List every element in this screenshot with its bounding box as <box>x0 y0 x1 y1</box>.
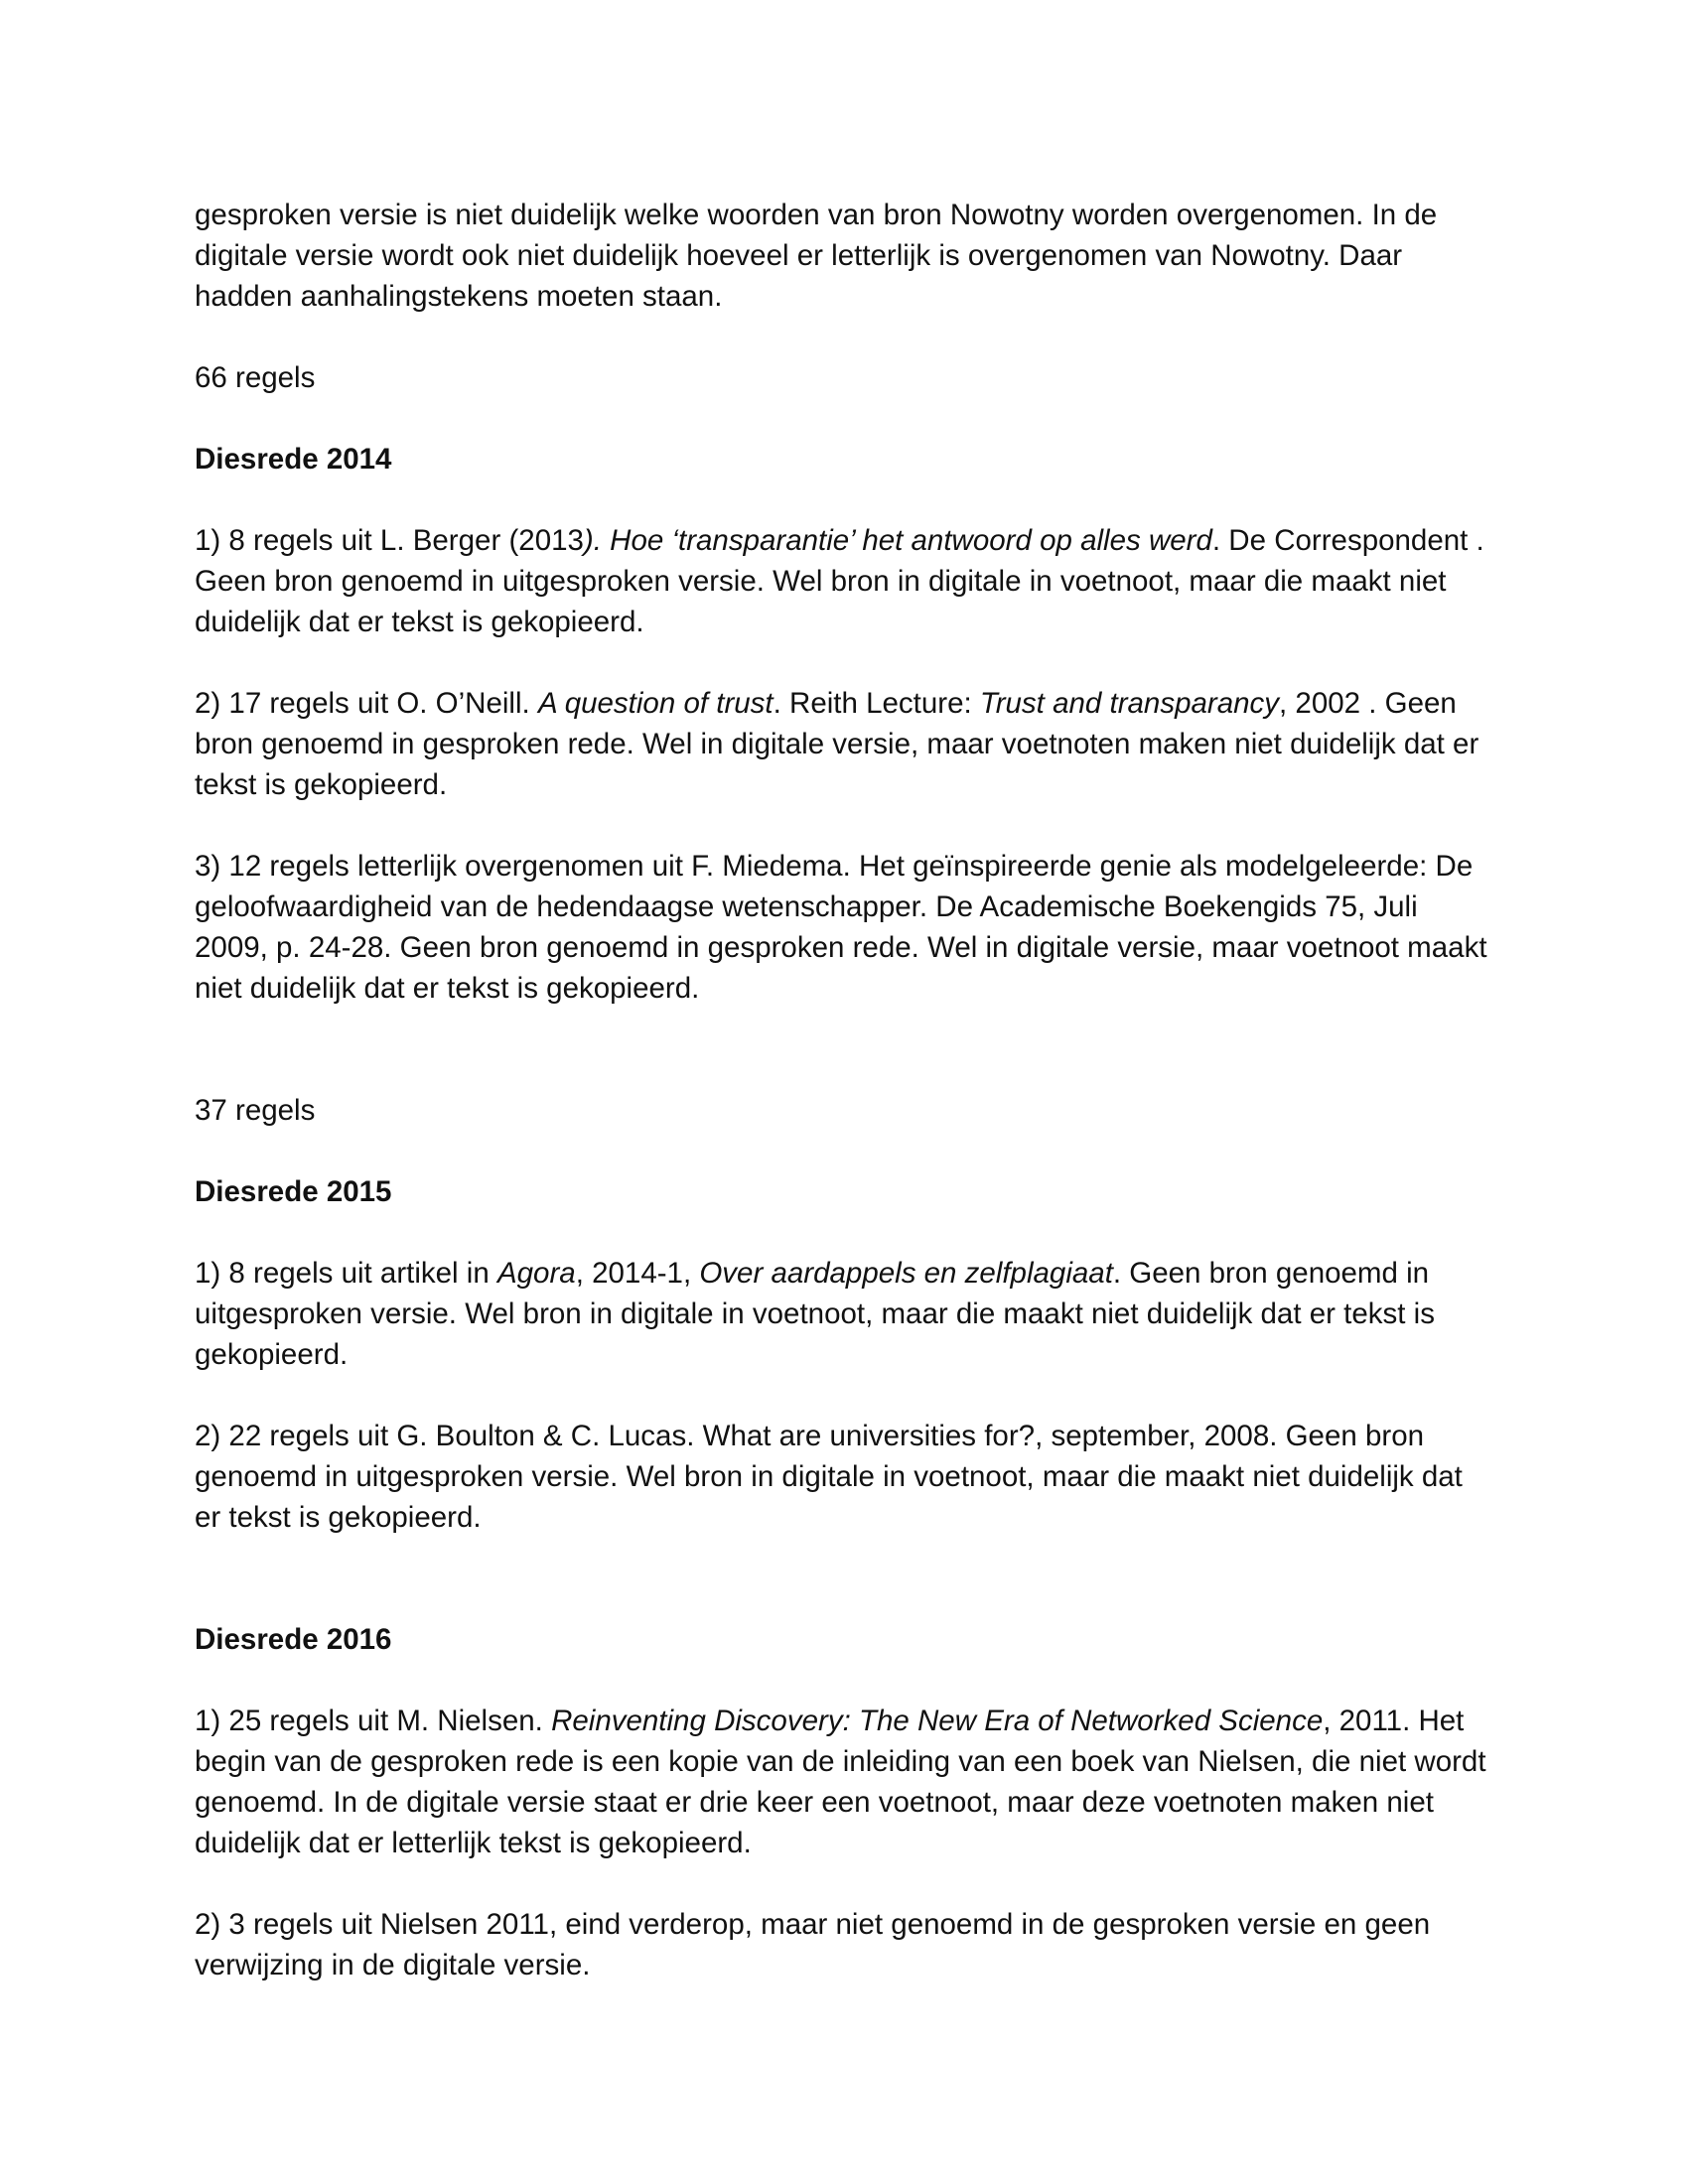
item-2016-2: 2) 3 regels uit Nielsen 2011, eind verderop, maar niet genoemd in de gesproken versie en geen verwijzing in de digitale versie. <box>195 1908 1431 1981</box>
item-2016-1 <box>195 1701 1495 1863</box>
total-lines-2014: 37 regels <box>195 1094 316 1127</box>
item-2015-1-title: Over aardappels en zelfplagiaat <box>699 1257 1113 1290</box>
document-page <box>195 195 1495 1985</box>
item-2014-2-text-a: 2) 17 regels uit O. O’Neill. <box>195 687 538 720</box>
item-2015-1-journal: Agora <box>496 1257 576 1290</box>
item-2015-2: 2) 22 regels uit G. Boulton & C. Lucas. What are universities for?, september, 2008. Geen bron genoemd in uitgesproken versie. Wel bron in digitale in voetnoot, maar die maakt niet duidelijk dat er tekst is gekopieerd. <box>195 1420 1463 1534</box>
heading-diesrede-2016: Diesrede 2016 <box>195 1623 392 1656</box>
item-2014-3: 3) 12 regels letterlijk overgenomen uit F. Miedema. Het geïnspireerde genie als modelgeleerde: De geloofwaardigheid van de hedendaagse wetenschapper. De Academische Boekengids 75, Juli 2009, p. 24-28. Geen bron genoemd in gesproken rede. Wel in digitale versie, maar voetnoot maakt niet duidelijk dat er tekst is gekopieerd. <box>195 850 1487 1005</box>
item-2014-1-title: ). Hoe ‘transparantie’ het antwoord op alles werd <box>583 524 1212 557</box>
item-2016-1-title: Reinventing Discovery: The New Era of Networked Science <box>551 1705 1324 1737</box>
item-2014-1-text-a: 1) 8 regels uit L. Berger (2013 <box>195 524 584 557</box>
item-2015-1-text-e: . Geen bron genoemd in uitgesproken versie. Wel bron in digitale in voetnoot, maar die maakt niet duidelijk dat er tekst is gekopieerd. <box>195 1257 1435 1371</box>
item-2014-2-title: A question of trust <box>537 687 774 720</box>
item-2015-1-text-c: , 2014-1, <box>575 1257 700 1290</box>
heading-diesrede-2015: Diesrede 2015 <box>195 1175 392 1208</box>
item-2014-2-text-e: , 2002 . Geen bron genoemd in gesproken rede. Wel in digitale versie, maar voetnoten maken niet duidelijk dat er tekst is gekopieerd. <box>195 687 1479 801</box>
item-2016-1-text-c: , 2011. Het begin van de gesproken rede is een kopie van de inleiding van een boek van Nielsen, die niet wordt genoemd. In de digitale versie staat er drie keer een voetnoot, maar deze voetnoten maken niet duidelijk dat er letterlijk tekst is gekopieerd. <box>195 1705 1486 1859</box>
heading-diesrede-2014: Diesrede 2014 <box>195 443 392 476</box>
item-2014-1 <box>195 520 1495 642</box>
item-2015-1-text-a: 1) 8 regels uit artikel in <box>195 1257 497 1290</box>
item-2015-1 <box>195 1253 1495 1375</box>
intro-paragraph: gesproken versie is niet duidelijk welke woorden van bron Nowotny worden overgenomen. In de digitale versie wordt ook niet duidelijk hoeveel er letterlijk is overgenomen van Nowotny. Daar hadden aanhalingstekens moeten staan. <box>195 199 1438 313</box>
item-2014-2 <box>195 683 1495 805</box>
item-2014-1-text-c: . De Correspondent . Geen bron genoemd in uitgesproken versie. Wel bron in digitale in voetnoot, maar die maakt niet duidelijk dat er tekst is gekopieerd. <box>195 524 1484 638</box>
item-2016-1-text-a: 1) 25 regels uit M. Nielsen. <box>195 1705 552 1737</box>
item-2014-2-lecture-title: Trust and transparancy <box>979 687 1280 720</box>
total-lines-2013: 66 regels <box>195 361 316 394</box>
item-2014-2-text-c: . Reith Lecture: <box>773 687 980 720</box>
